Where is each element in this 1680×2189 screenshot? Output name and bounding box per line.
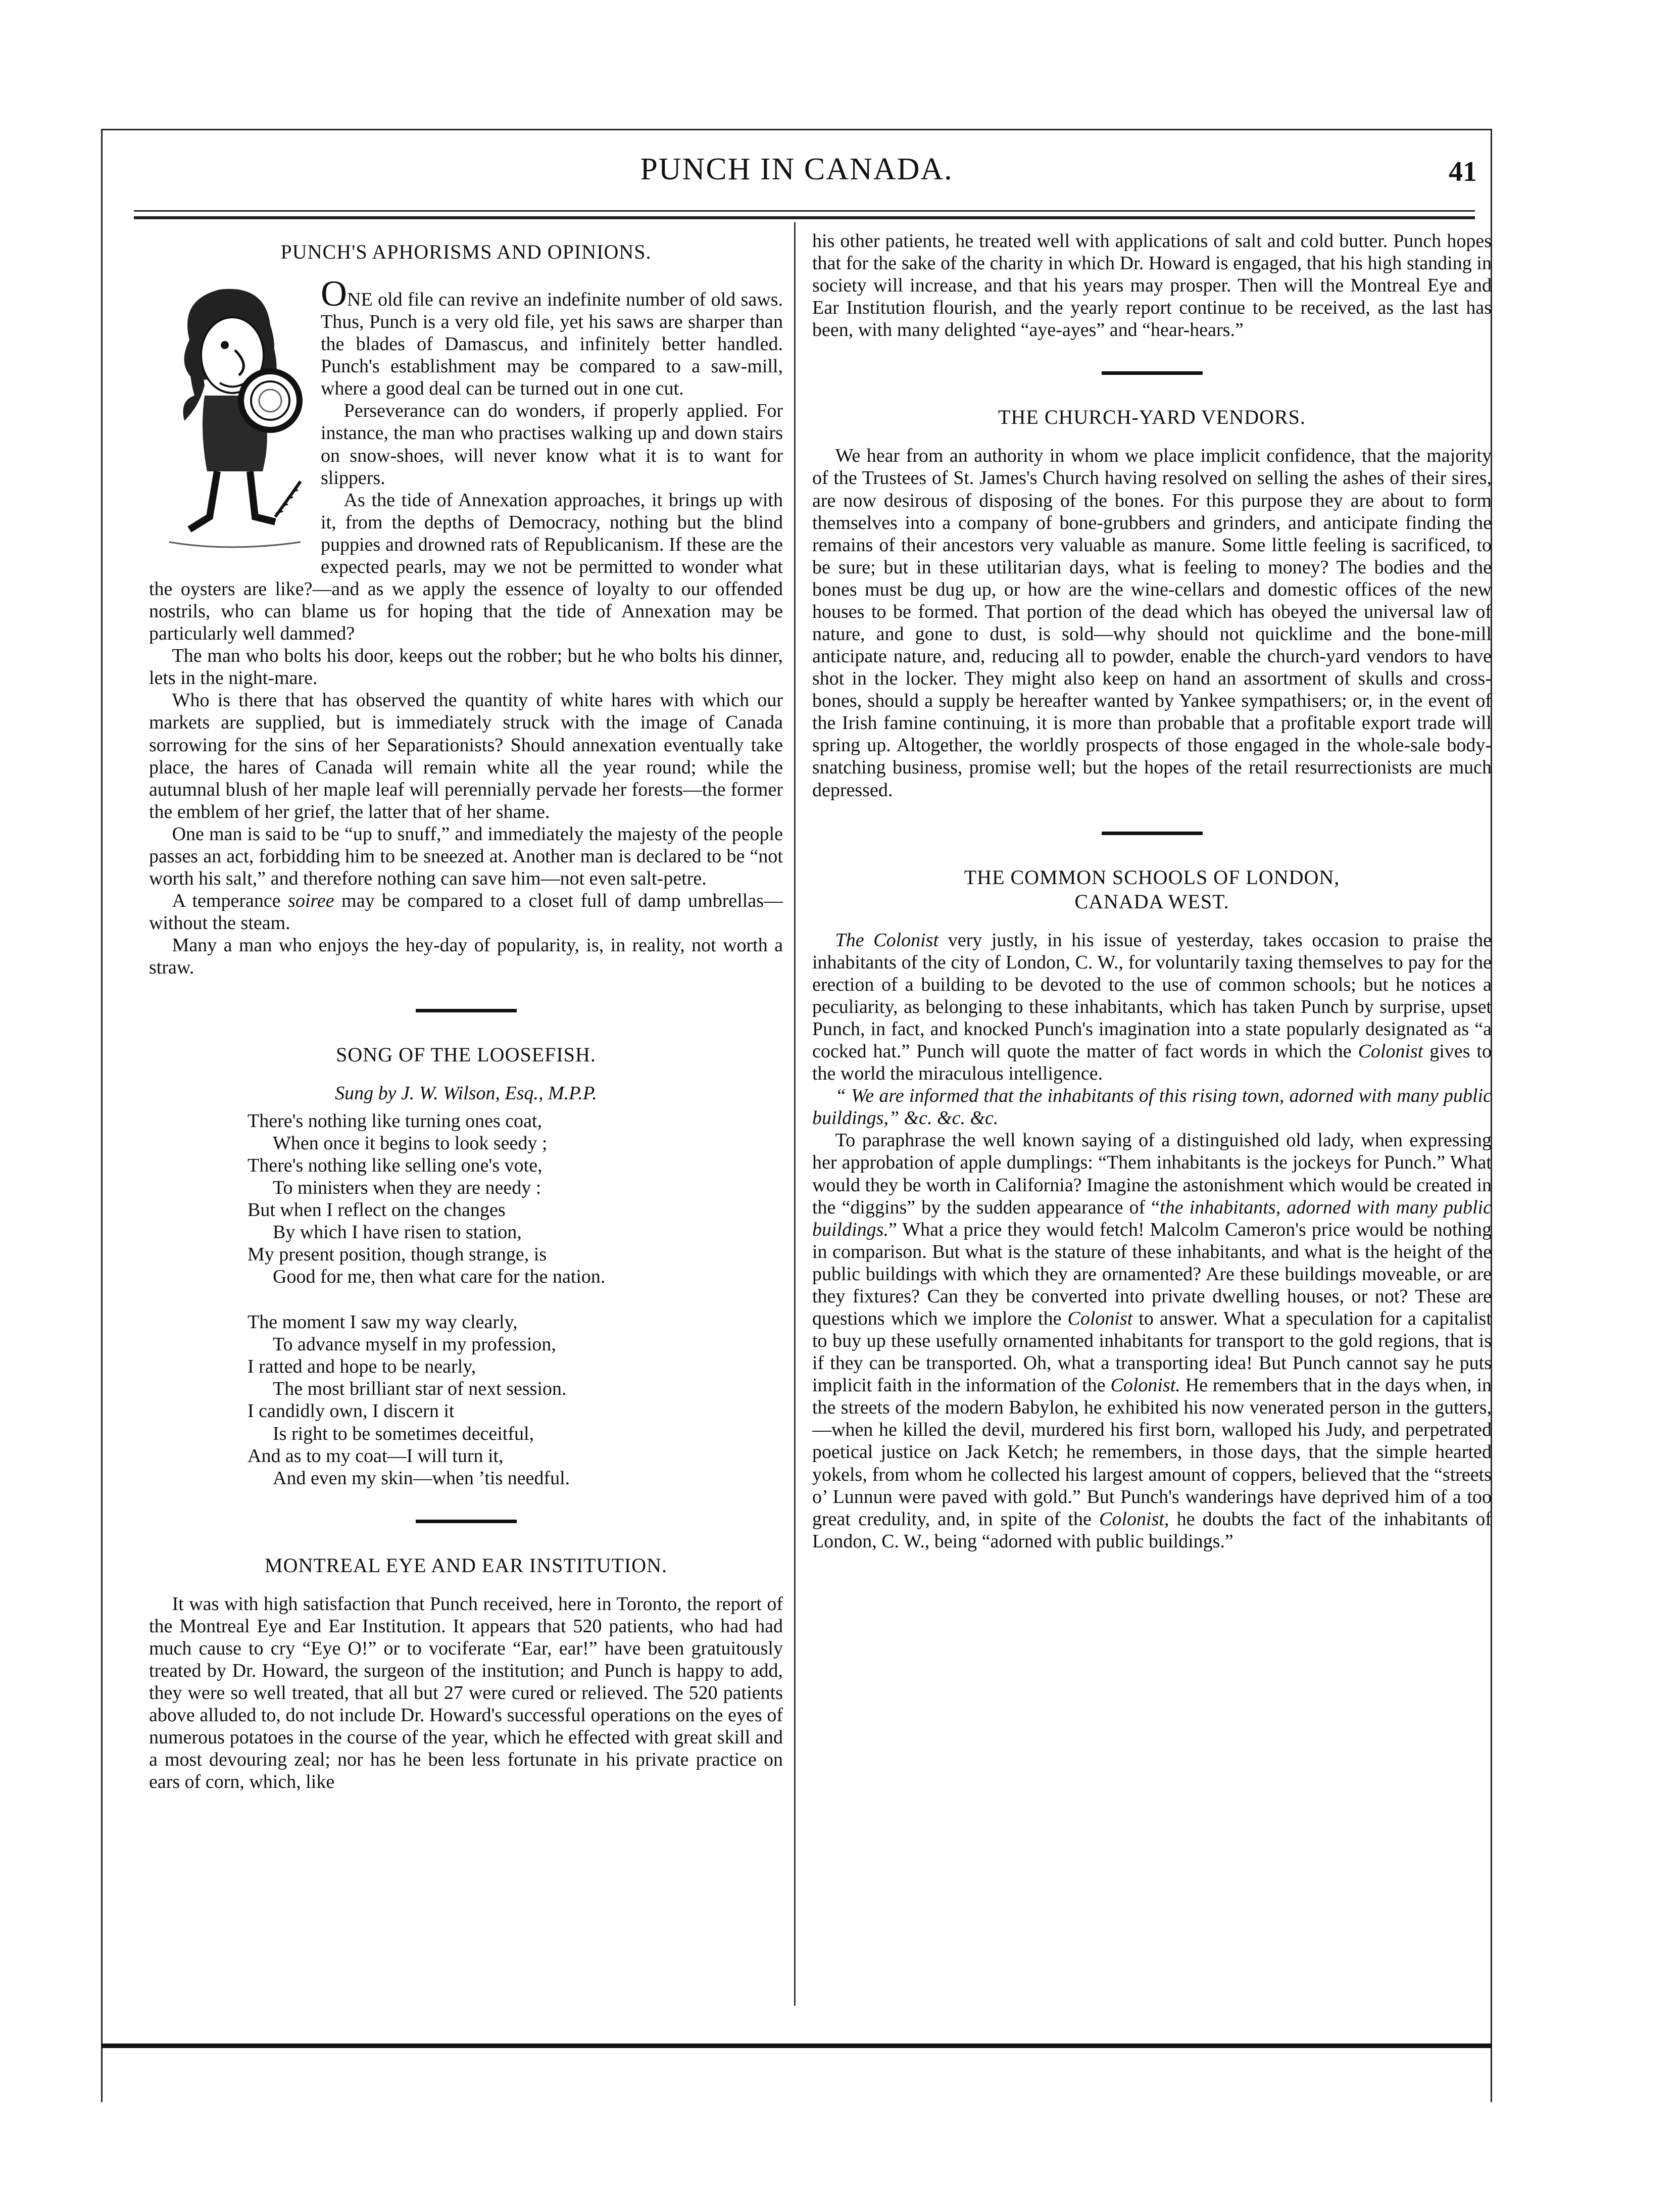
- aphorism-paragraph: The man who bolts his door, keeps out the robber; but he who bolts his dinner, lets in the night-mare.: [149, 645, 783, 689]
- song-title: SONG OF THE LOOSEFISH.: [336, 1043, 596, 1066]
- schools-paragraph: The Colonist very justly, in his issue of yesterday, takes occasion to praise the inhabitants of the city of London, C. W., for voluntarily taxing themselves to pay for the erection of a building to be devoted to the use of common schools; but he notices a peculiarity, as belonging to these inhabitants, which has taken Punch by surprise, upset Punch, in fact, and knocked Punch's imagination into a state popularly designated as “a cocked hat.” Punch will quote the matter of fact words in which the Colonist gives to the world the miraculous intelligence.: [812, 929, 1492, 1085]
- aphorism-paragraph: One man is said to be “up to snuff,” and immediately the majesty of the people passes an act, forbidding him to be sneezed at. Another man is declared to be “not worth his salt,” and therefore nothing can save him—not even salt-petre.: [149, 823, 783, 890]
- song-stanza-1: [149, 1110, 783, 1288]
- aphorism-paragraph: Perseverance can do wonders, if properly applied. For instance, the man who practises walking up and down stairs on snow-shoes, will never know what it is to want for slippers.: [321, 400, 783, 489]
- header-title: PUNCH IN CANADA.: [640, 152, 953, 186]
- churchyard-paragraph: We hear from an authority in whom we place implicit confidence, that the majority of the Trustees of St. James's Church having resolved on selling the ashes of their sires, are now desirous of disposing of the bones. For this purpose they are about to form themselves into a company of bone-grubbers and grinders, and anticipate finding the remains of their ancestors very valuable as manure. Some little feeling is sacrificed, to be sure; but in these utilitarian days, what is feeling to money? The bodies and the bones must be dug up, or how are the wine-cellars and domestic offices of the new houses to be formed. That portion of the dead which has obeyed the universal law of nature, and gone to dust, is sold—why should not quicklime and the bone-mill anticipate nature, and, reducing all to powder, enable the church-yard vendors to have shot in the locker. They might also keep on hand an assortment of skulls and cross-bones, should a supply be hereafter wanted by Yankee sympathisers; or, in the event of the Irish famine continuing, it is more than probable that a profitable export trade will spring up. Altogether, the worldly prospects of those engaged in the whole-sale body-snatching business, promise well; but the hopes of the retail resurrectionists are much depressed.: [812, 445, 1492, 801]
- aphorism-paragraph: Who is there that has observed the quantity of white hares with which our markets are supplied, but is immediately struck with the image of Canada sorrowing for the sins of her Separationists? Should annexation eventually take place, the hares of Canada will remain white all the year round; while the autumnal blush of her maple leaf will perennially pervade her forests—the former the emblem of her grief, the latter that of her shame.: [149, 690, 783, 822]
- poem-line: Is right to be sometimes deceitful,: [273, 1423, 534, 1444]
- poem-line: And as to my coat—I will turn it,: [248, 1445, 504, 1467]
- aphorism-paragraph: Many a man who enjoys the hey-day of popularity, is, in reality, not worth a straw.: [149, 935, 783, 979]
- poem-line: My present position, though strange, is: [248, 1243, 547, 1265]
- right-column: [812, 230, 1492, 1552]
- page-header: [101, 152, 1492, 197]
- section-separator: [1102, 371, 1203, 375]
- page-number: 41: [1449, 156, 1477, 187]
- schools-title: THE COMMON SCHOOLS OF LONDON, CANADA WEST.: [964, 865, 1340, 913]
- column-divider: [794, 222, 796, 2006]
- poem-line: There's nothing like selling one's vote,: [248, 1154, 542, 1176]
- left-column: [149, 230, 783, 1793]
- bottom-rule: [101, 2044, 1492, 2048]
- schools-paragraph: To paraphrase the well known saying of a distinguished old lady, when expressing her approbation of apple dumplings: “Them inhabitants is the jockeys for Punch.” What would they be worth in California? Imagine the astonishment which would be created in the “diggins” by the sudden appearance of “the inhabitants, adorned with many public buildings.” What a price they would fetch! Malcolm Cameron's price would be nothing in comparison. But what is the stature of these inhabitants, and what is the height of the public buildings with which they are ornamented? Are these buildings moveable, or are they fixtures? Can they be converted into private dwelling houses, or not? These are questions which we implore the Colonist to answer. What a speculation for a capitalist to buy up these usefully ornamented inhabitants for transport to the gold regions, that is if they can be transported. Oh, what a transporting idea! But Punch cannot say he puts implicit faith in the information of the Colonist. He remembers that in the days when, in the streets of the modern Babylon, he exhibited his now venerated person in the gutters,—when he killed the devil, murdered his first born, walloped his Judy, and perpetrated poetical justice on Jack Ketch; he remembers, in those days, that the simple hearted yokels, from whom he collected his largest amount of coppers, believed that the “streets o’ Lunnun were paved with gold.” But Punch's wanderings have deprived him of a too great credulity, and, in spite of the Colonist, he doubts the fact of the inhabitants of London, C. W., being “adorned with public buildings.”: [812, 1130, 1492, 1552]
- poem-line: I candidly own, I discern it: [248, 1400, 455, 1422]
- aphorism-paragraph: As the tide of Annexation approaches, it brings up with it, from the depths of Democracy, nothing but the blind puppies and drowned rats of Republicanism. If these are the expected pearls, may we not be permitted to wonder what the oysters are like?—and as we apply the essence of loyalty to our offended nostrils, who can blame us for hoping that the tide of Annexation may be particularly well dammed?: [149, 489, 783, 645]
- poem-line: And even my skin—when ’tis needful.: [273, 1467, 570, 1489]
- section-separator: [1102, 832, 1203, 835]
- section-separator: [416, 1520, 517, 1523]
- aphorism-paragraph: ONE old file can revive an indefinite number of old saws. Thus, Punch is a very old file, yet his saws are sharper than the blades of Damascus, and infinitely better handled. Punch's establishment may be compared to a saw-mill, where a good deal can be turned out in one cut.: [321, 273, 783, 400]
- poem-line: But when I reflect on the changes: [248, 1199, 506, 1221]
- poem-line: There's nothing like turning ones coat,: [248, 1110, 542, 1132]
- poem-line: To ministers when they are needy :: [273, 1177, 541, 1198]
- schools-quote: “ We are informed that the inhabitants of this rising town, adorned with many public buildings,” &c. &c. &c.: [812, 1085, 1492, 1129]
- montreal-paragraph-continued: his other patients, he treated well with applications of salt and cold butter. Punch hopes that for the sake of the charity in which Dr. Howard is engaged, that his high standing in society will increase, and that his years may prosper. Then will the Montreal Eye and Ear Institution flourish, and the yearly report continue to be received, as the last has been, with many delighted “aye-ayes” and “hear-hears.”: [812, 230, 1492, 341]
- montreal-paragraph: It was with high satisfaction that Punch received, here in Toronto, the report of the Montreal Eye and Ear Institution. It appears that 520 patients, who had had much cause to cry “Eye O!” or to vociferate “Ear, ear!” have been gratuitously treated by Dr. Howard, the surgeon of the institution; and Punch is happy to add, they were so well treated, that all but 27 were cured or relieved. The 520 patients above alluded to, do not include Dr. Howard's successful operations on the eyes of numerous potatoes in the course of the year, which he effected with great skill and a most devouring zeal; nor has he been less fortunate in his private practice on ears of corn, which, like: [149, 1593, 783, 1793]
- header-rule-thick: [134, 216, 1475, 219]
- song-byline: Sung by J. W. Wilson, Esq., M.P.P.: [335, 1083, 597, 1104]
- montreal-title: MONTREAL EYE AND EAR INSTITUTION.: [265, 1553, 667, 1577]
- poem-line: The most brilliant star of next session.: [273, 1378, 567, 1400]
- song-stanza-2: [149, 1311, 783, 1489]
- churchyard-title: THE CHURCH-YARD VENDORS.: [998, 406, 1306, 429]
- header-rule: [134, 210, 1475, 212]
- aphorism-paragraph: A temperance soiree may be compared to a closet full of damp umbrellas—without the steam.: [149, 890, 783, 934]
- poem-line: By which I have risen to station,: [273, 1221, 522, 1243]
- poem-line: The moment I saw my way clearly,: [248, 1311, 518, 1333]
- punch-figure-illustration: [149, 279, 311, 562]
- aphorisms-title: PUNCH'S APHORISMS AND OPINIONS.: [280, 240, 652, 263]
- poem-line: Good for me, then what care for the nation.: [273, 1266, 606, 1288]
- poem-line: To advance myself in my profession,: [273, 1334, 556, 1355]
- poem-line: I ratted and hope to be nearly,: [248, 1356, 476, 1378]
- section-separator: [416, 1009, 517, 1012]
- poem-line: When once it begins to look seedy ;: [273, 1132, 548, 1154]
